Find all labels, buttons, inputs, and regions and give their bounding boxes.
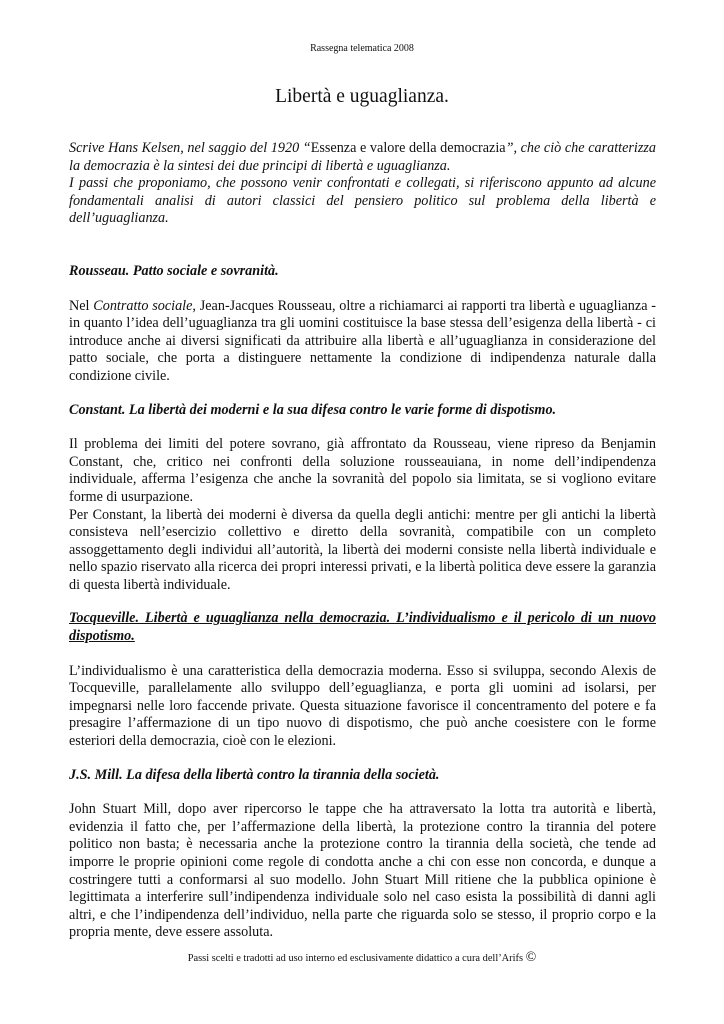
work-title-contratto: Contratto sociale	[93, 297, 193, 314]
intro-text: Scrive Hans Kelsen, nel saggio del 1920 “	[69, 140, 311, 156]
section-paragraph-tocqueville: L’individualismo è una caratteristica della democrazia moderna. Esso si sviluppa, secondo Alexis de Tocqueville, parallelamente allo sviluppo dell’eguaglianza, e porta gli uomini ad isolarsi, per impegnarsi nelle loro faccende private. Questa situazione favorisce il concentramento del potere e fa presagire l’affermazione di un tipo nuovo di dispotismo, che può anche coesistere con le forme esteriori della democrazia, cioè con le elezioni.	[69, 662, 656, 750]
running-header: Rassegna telematica 2008	[310, 43, 414, 54]
intro-text: ”, che ciò che caratterizza la democrazia è la sintesi dei due principi di libertà e uguaglianza.	[69, 140, 656, 174]
document-body	[69, 140, 656, 942]
footer-text: Passi scelti e tradotti ad uso interno ed esclusivamente didattico a cura dell’Arifs	[187, 953, 526, 964]
page-title: Libertà e uguaglianza.	[275, 86, 449, 107]
intro-paragraph-2: I passi che proponiamo, che possono venir confrontati e collegati, si riferiscono appunto ad alcune fondamentali analisi di autori classici del pensiero politico sul problema della libertà e dell’uguaglianza.	[69, 175, 656, 227]
section-heading-mill: J.S. Mill. La difesa della libertà contro la tirannia della società.	[69, 766, 440, 783]
copyright-icon: ©	[525, 950, 537, 965]
section-paragraph-constant-2: Per Constant, la libertà dei moderni è diversa da quella degli antichi: mentre per gli antichi la libertà consisteva nell’esercizio collettivo e diretto della sovranità, compatibile con un completo assoggettamento degli individui all’autorità, la libertà dei moderni consiste nella libertà individuale e nello spazio riservato alla ricerca dei propri interessi privati, e la libertà politica deve essere la garanzia di questa libertà individuale.	[69, 506, 656, 593]
intro-paragraph-1	[69, 140, 656, 175]
section-heading-tocqueville: Tocqueville. Libertà e uguaglianza nella democrazia. L’individualismo e il pericolo di un nuovo dispotismo.	[69, 610, 656, 645]
section-paragraph-constant-1: Il problema dei limiti del potere sovrano, già affrontato da Rousseau, viene ripreso da Benjamin Constant, che, critico nei confronti della soluzione rousseauiana, in nome dell’indipendenza individuale, afferma l’esigenza che anche la sovranità del popolo sia limitata, se si vogliono evitare forme di usurpazione.	[69, 436, 656, 505]
section-heading-constant: Constant. La libertà dei moderni e la sua difesa contro le varie forme di dispotismo.	[69, 401, 557, 418]
page-footer	[0, 950, 724, 966]
section-heading-rousseau: Rousseau. Patto sociale e sovranità.	[69, 262, 279, 279]
paragraph-text: , Jean-Jacques Rousseau, oltre a richiamarci ai rapporti tra libertà e uguaglianza - in quanto l’idea dell’uguaglianza tra gli uomini costituisce la base stessa dell’esigenza della libertà - ci introduce anche ai diversi significati da attribuire alla libertà e all’uguaglianza in considerazione del patto sociale, che porta a distinguere nettamente la condizione di indipendenza naturale dalla condizione civile.	[69, 297, 656, 384]
work-title-essenza: Essenza e valore della democrazia	[310, 140, 506, 156]
section-paragraph-mill: John Stuart Mill, dopo aver ripercorso le tappe che ha attraversato la lotta tra autorità e libertà, evidenzia il fatto che, per l’affermazione della libertà, la protezione contro la tirannia del potere politico non basta; è necessaria anche la protezione contro la tirannia della società, che tende ad imporre le proprie opinioni come regole di condotta anche a chi con esse non concorda, e dunque a costringere tutti a conformarsi al suo modello. John Stuart Mill ritiene che la pubblica opinione è legittimata a interferire sull’indipendenza individuale solo nel caso esista la possibilità di danni agli altri, e che l’indipendenza dell’individuo, nella parte che riguarda solo se stesso, il proprio corpo e la propria mente, deve essere assoluta.	[69, 801, 656, 941]
paragraph-text: Nel	[69, 297, 94, 314]
section-paragraph-rousseau	[69, 298, 656, 386]
